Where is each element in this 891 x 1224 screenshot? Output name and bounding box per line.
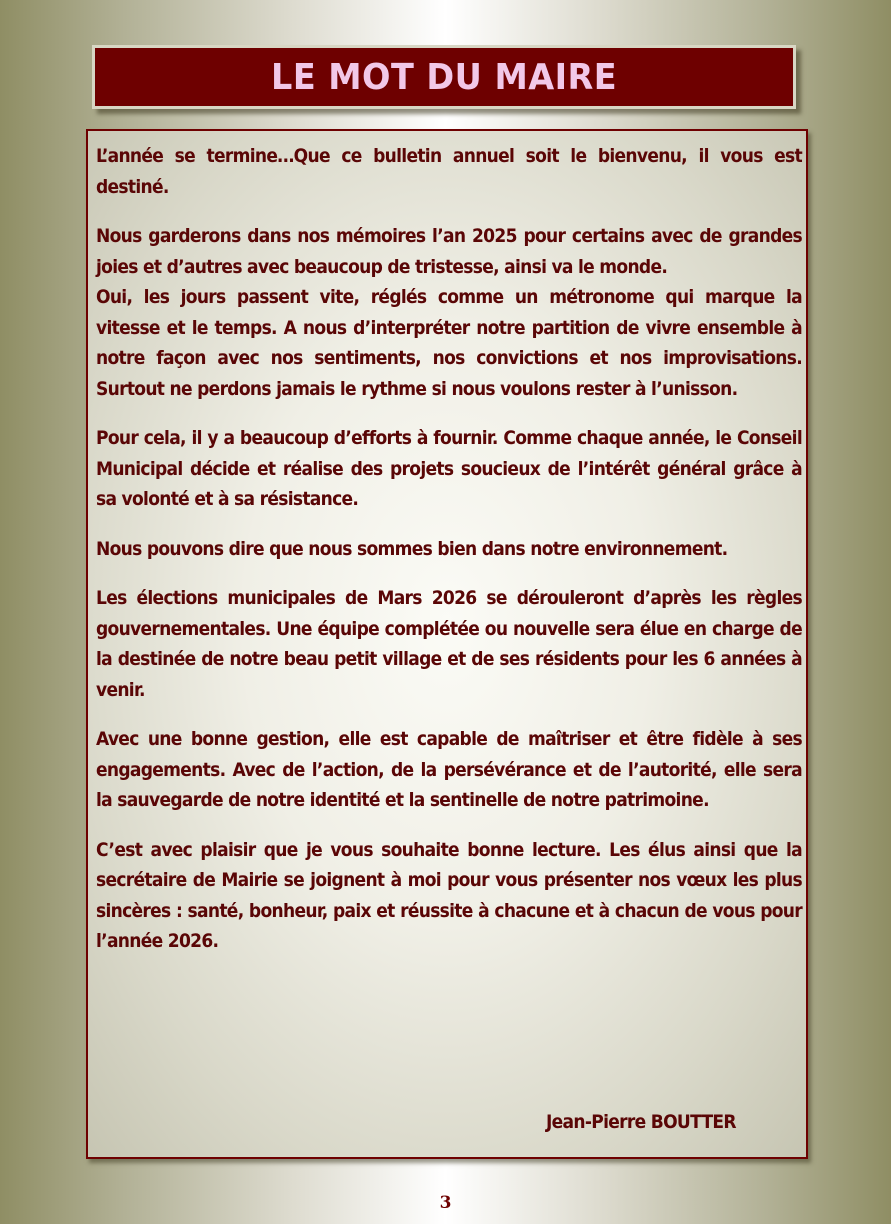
page-number: 3: [439, 1193, 452, 1213]
letter-body: [96, 141, 802, 976]
title-banner: [92, 45, 796, 109]
paragraph: L’année se termine…Que ce bulletin annuel soit le bienvenu, il vous est destiné.: [96, 145, 802, 198]
paragraph: Oui, les jours passent vite, réglés comme un métronome qui marque la vitesse et le temps. A nous d’interpréter notre partition de vivre ensemble à notre façon avec nos sentiments, nos convictions et nos improvisations. Surtout ne perdons jamais le rythme si nous voulons rester à l’unisson.: [96, 286, 802, 400]
paragraph: Nous pouvons dire que nous sommes bien dans notre environnement.: [96, 537, 728, 560]
paragraph: Pour cela, il y a beaucoup d’efforts à fournir. Comme chaque année, le Conseil Municipal décide et réalise des projets soucieux de l’intérêt général grâce à sa volonté et à sa résistance.: [96, 427, 802, 510]
paragraph: C’est avec plaisir que je vous souhaite bonne lecture. Les élus ainsi que la secrétaire de Mairie se joignent à moi pour vous présenter nos vœux les plus sincères : santé, bonheur, paix et réussite à chacune et à chacun de vous pour l’année 2026.: [96, 838, 802, 952]
page-title: LE MOT DU MAIRE: [270, 56, 618, 98]
paragraph: Nous garderons dans nos mémoires l’an 2025 pour certains avec de grandes joies et d’autres avec beaucoup de tristesse, ainsi va le monde.: [96, 225, 802, 278]
paragraph: Les élections municipales de Mars 2026 se dérouleront d’après les règles gouvernementales. Une équipe complétée ou nouvelle sera élue en charge de la destinée de notre beau petit village et de ses résidents pour les 6 années à venir.: [96, 587, 802, 701]
signature: Jean-Pierre BOUTTER: [546, 1111, 736, 1133]
mayor-letter-box: [86, 129, 808, 1159]
paragraph: Avec une bonne gestion, elle est capable de maîtriser et être fidèle à ses engagements. Avec de l’action, de la persévérance et de l’autorité, elle sera la sauvegarde de notre identité et la sentinelle de notre patrimoine.: [96, 728, 802, 811]
